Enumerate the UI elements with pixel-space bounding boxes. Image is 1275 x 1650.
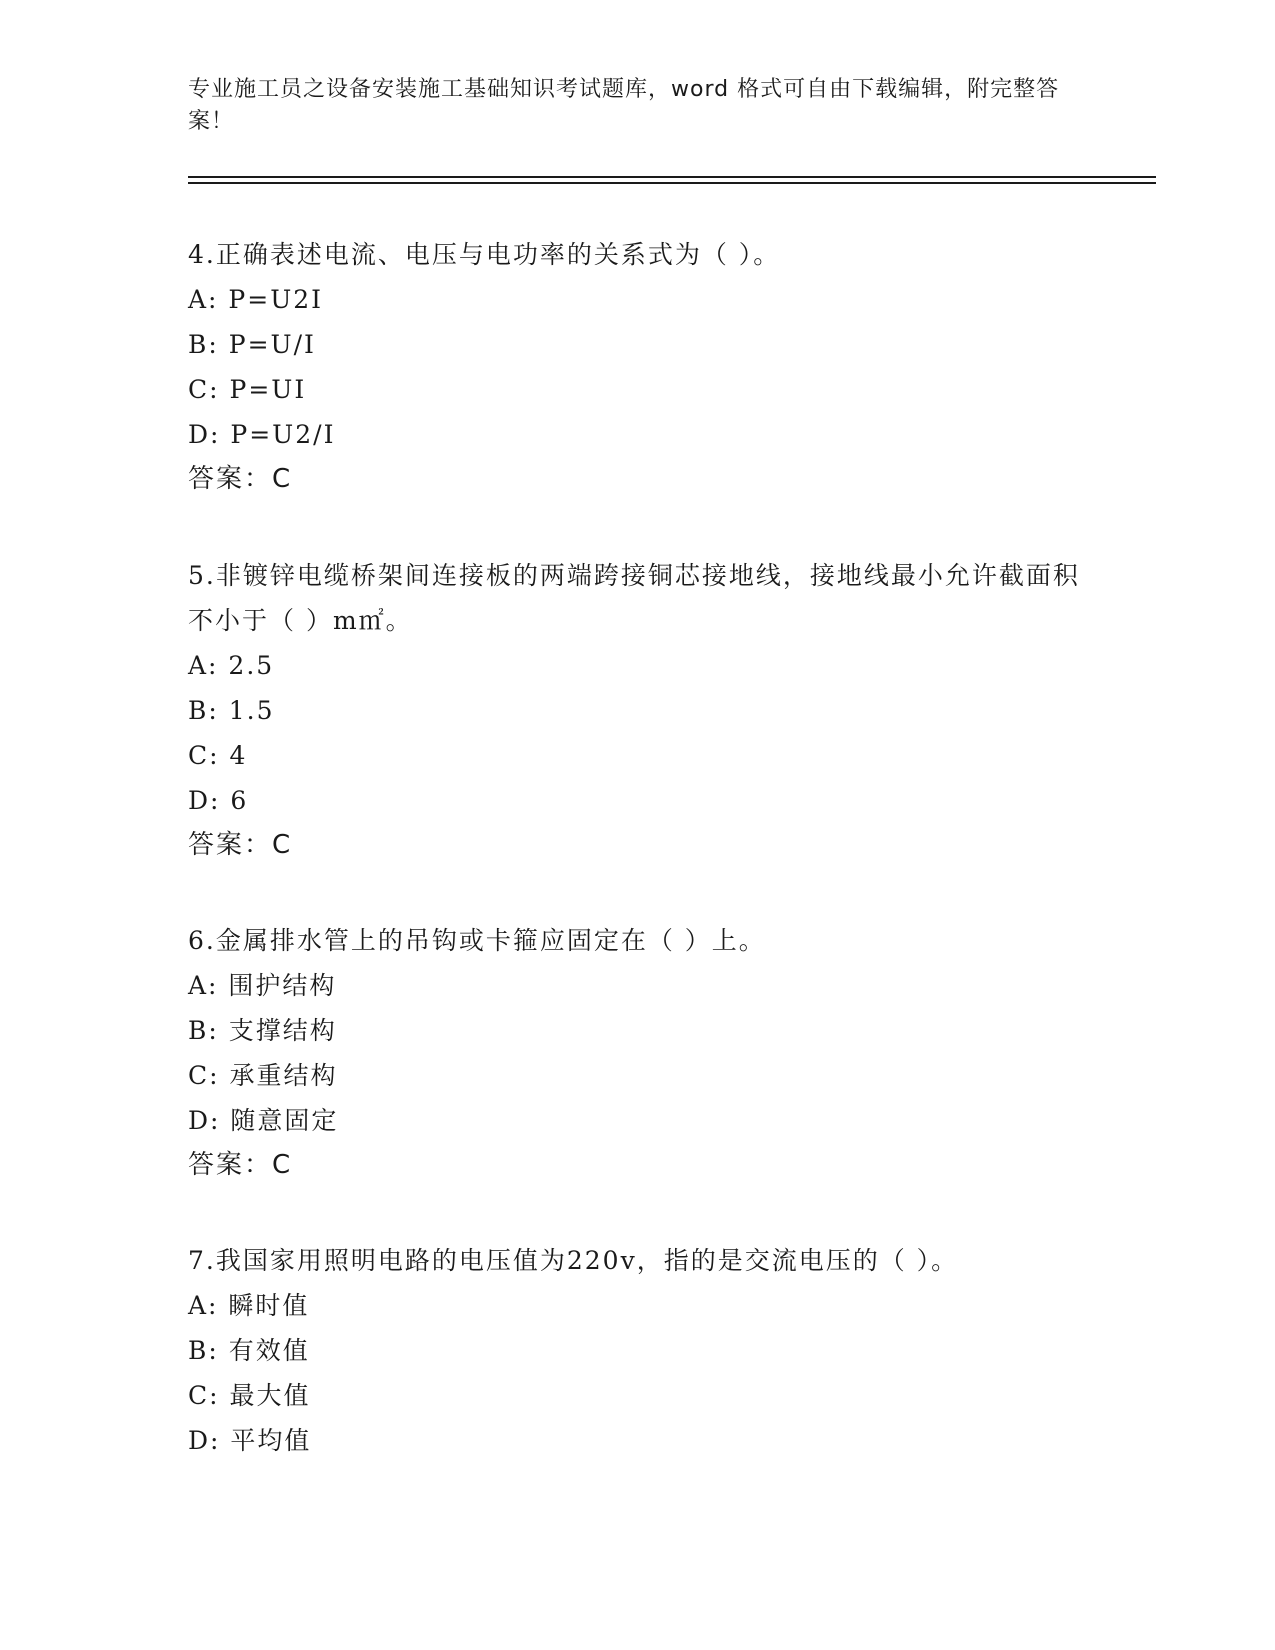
option-a: A: 瞬时值 <box>188 1291 310 1320</box>
question-block <box>188 1238 1088 1463</box>
option-c: C: 4 <box>188 741 248 770</box>
option-a: A: P=U2I <box>188 285 324 314</box>
option-a: A: 2.5 <box>188 651 275 680</box>
option-d: D: P=U2/I <box>188 420 336 449</box>
question-stem: 5.非镀锌电缆桥架间连接板的两端跨接铜芯接地线，接地线最小允许截面积不小于（ ）m㎡。 <box>188 561 1080 635</box>
option-c: C: P=UI <box>188 375 307 404</box>
header-divider-top <box>188 176 1156 178</box>
question-block <box>188 232 1088 502</box>
answer-line: 答案：C <box>188 464 293 494</box>
header-divider-bottom <box>188 182 1156 184</box>
option-c: C: 承重结构 <box>188 1061 338 1090</box>
option-c: C: 最大值 <box>188 1381 311 1410</box>
option-b: B: 支撑结构 <box>188 1016 337 1045</box>
question-block <box>188 553 1088 868</box>
question-stem: 6.金属排水管上的吊钩或卡箍应固定在（ ）上。 <box>188 926 766 955</box>
option-d: D: 平均值 <box>188 1426 312 1455</box>
question-stem: 7.我国家用照明电路的电压值为220v，指的是交流电压的（ ）。 <box>188 1246 959 1275</box>
question-stem: 4.正确表述电流、电压与电功率的关系式为（ ）。 <box>188 240 781 269</box>
option-b: B: 有效值 <box>188 1336 310 1365</box>
option-b: B: 1.5 <box>188 696 275 725</box>
option-b: B: P=U/I <box>188 330 316 359</box>
answer-line: 答案：C <box>188 1150 293 1180</box>
question-block <box>188 918 1088 1188</box>
option-a: A: 围护结构 <box>188 971 337 1000</box>
header-note: 专业施工员之设备安装施工基础知识考试题库，word 格式可自由下载编辑，附完整答案！ <box>188 77 1060 134</box>
answer-line: 答案：C <box>188 830 293 860</box>
option-d: D: 随意固定 <box>188 1106 339 1135</box>
option-d: D: 6 <box>188 786 249 815</box>
